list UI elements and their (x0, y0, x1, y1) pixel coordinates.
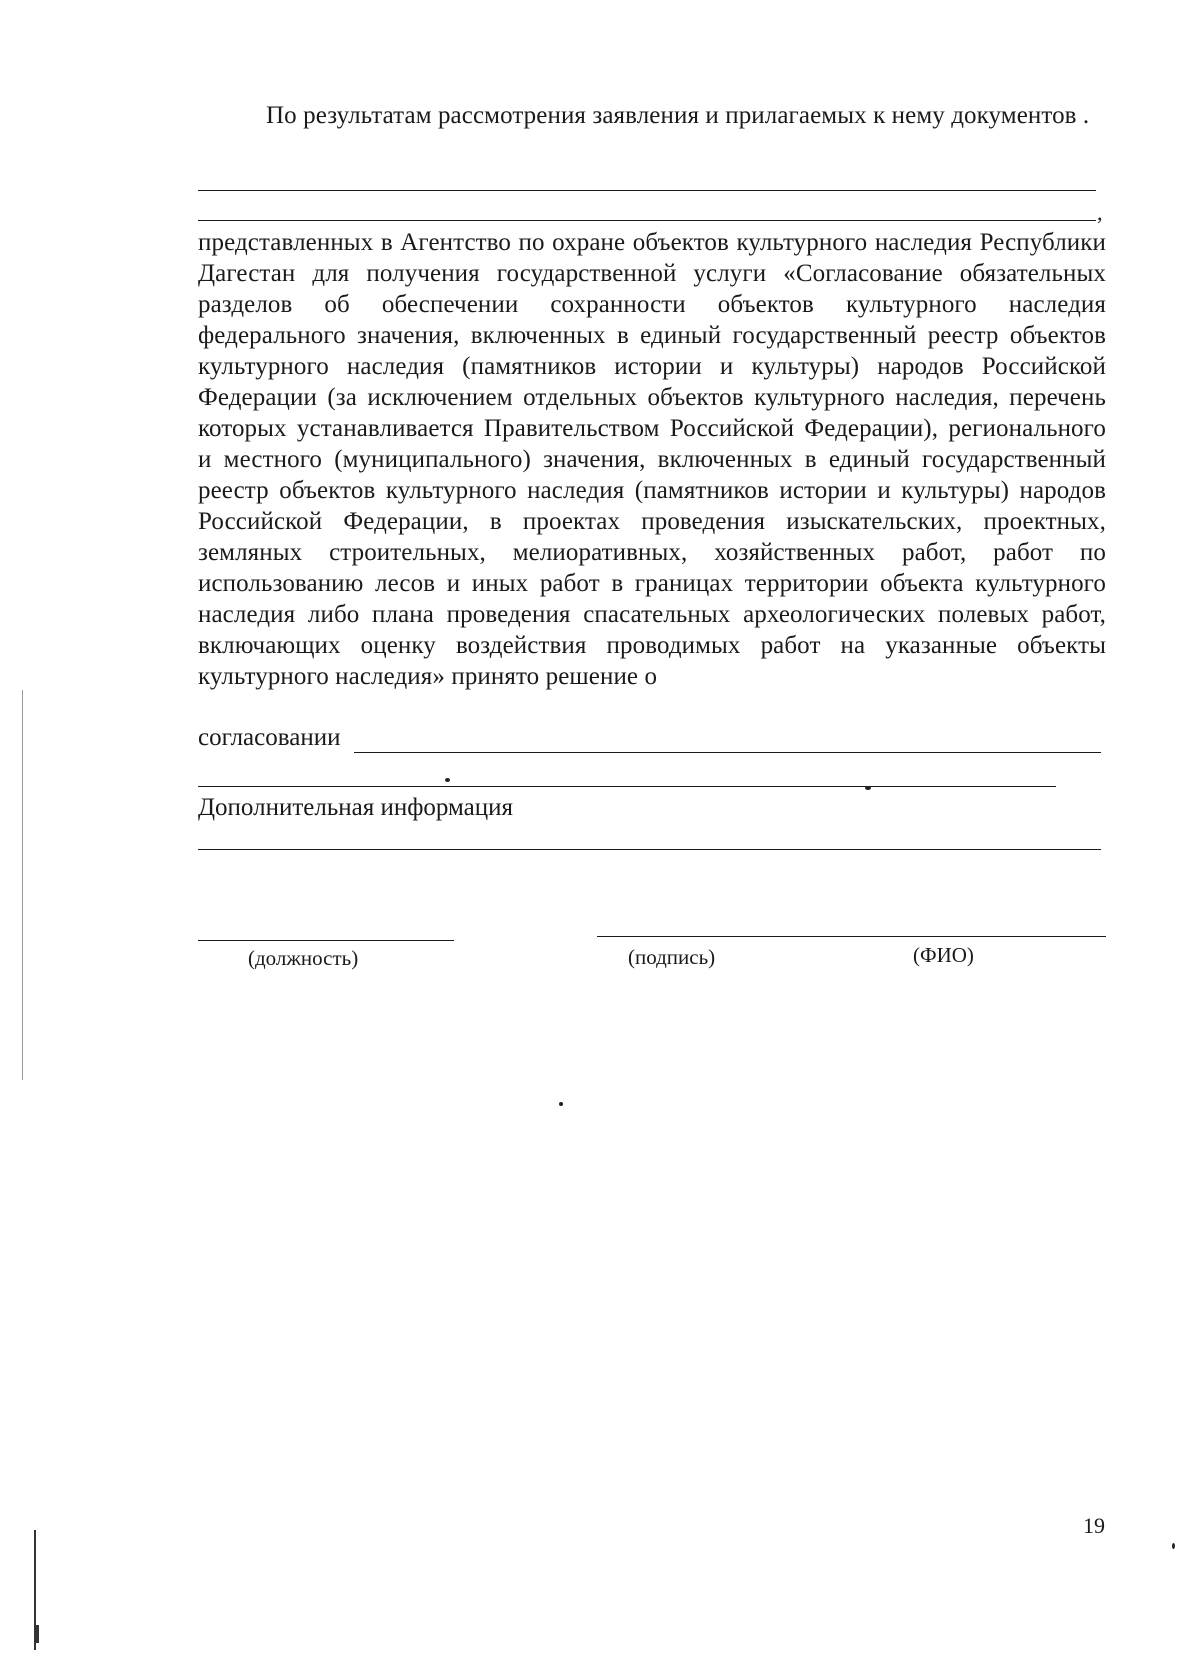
scan-speck (559, 1102, 563, 1106)
name-caption: (ФИО) (913, 943, 974, 967)
documents-blank-line-1 (198, 190, 1096, 191)
decision-blank-line-1 (354, 752, 1101, 753)
intro-paragraph: По результатам рассмотрения заявления и прилагаемых к нему документов . (266, 102, 1090, 129)
documents-trailing-comma: , (1097, 200, 1103, 225)
additional-info-label: Дополнительная информация (198, 794, 514, 821)
scan-speck (1172, 1543, 1175, 1549)
position-caption: (должность) (248, 946, 359, 970)
body-paragraph: представленных в Агентство по охране объектов культурного наследия Республики Дагестан для получения государственной услуги «Согласование обязательных разделов об обеспечении сохранности объектов культурного наследия федерального значения, включенных в единый государственный реестр объектов культурного наследия (памятников истории и культуры) народов Российской Федерации (за исключением отдельных объектов культурного наследия, перечень которых устанавливается Правительством Российской Федерации), регионального и местного (муниципального) значения, включенных в единый государственный реестр объектов культурного наследия (памятников истории и культуры) народов Российской Федерации, в проектах проведения изыскательских, проектных, земляных строительных, мелиоративных, хозяйственных работ, работ по использованию лесов и иных работ в границах территории объекта культурного наследия либо плана проведения спасательных археологических полевых работ, включающих оценку воздействия проводимых работ на указанные объекты культурного наследия» принято решение о (198, 229, 1106, 690)
scan-speck (445, 778, 450, 782)
signature-caption: (подпись) (628, 945, 716, 969)
documents-blank-line-2 (198, 220, 1096, 221)
scan-margin-mark (34, 1625, 39, 1643)
signature-name-line (597, 936, 1106, 937)
additional-info-blank-line (198, 849, 1101, 850)
page-number: 19 (1083, 1513, 1105, 1538)
scan-margin-mark (22, 690, 23, 1080)
decision-label: согласовании (198, 724, 341, 751)
scan-speck (865, 786, 871, 790)
decision-blank-line-2 (198, 786, 1056, 787)
position-signature-line (198, 940, 454, 941)
